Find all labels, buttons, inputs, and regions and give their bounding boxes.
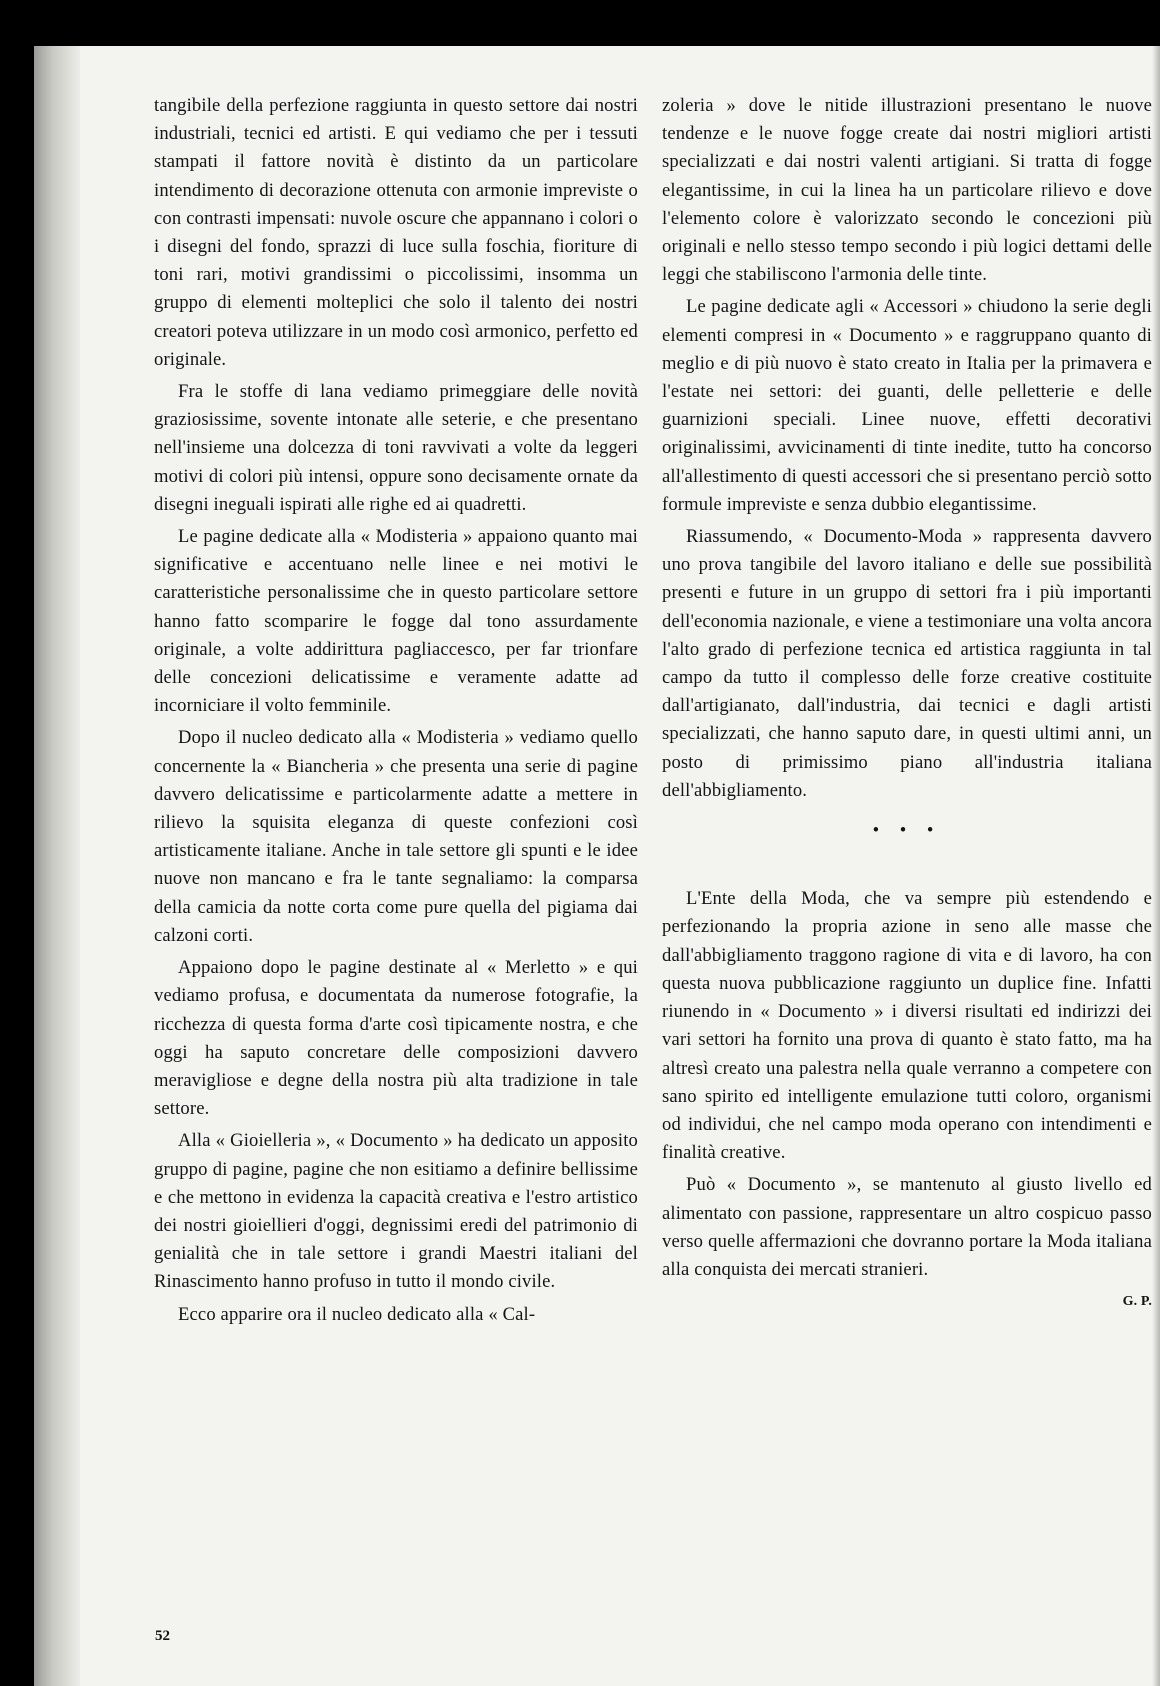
paragraph: tangibile della perfezione raggiunta in questo settore dai nostri industriali, tecnici ed artisti. E qui vediamo che per i tessuti stampati il fattore novità è distinto da un particolare intendimento di decorazione ottenuta con armonie impreviste o con contrasti impensati: nuvole oscure che appannano i colori o i disegni del fondo, sprazzi di luce sulla foschia, fioriture di toni rari, motivi grandissimi o piccolissimi, insomma un gruppo di elementi molteplici che solo il talento dei nostri creatori poteva utilizzare in un modo così armonico, perfetto ed originale.	[154, 95, 638, 370]
paragraph: Fra le stoffe di lana vediamo primeggiare delle novità graziosissime, sovente intonate alle seterie, e che presentano nell'insieme una dolcezza di toni ravvivati a volte da leggeri motivi di colori più intensi, oppure sono decisamente ornate da disegni ineguali ispirati alle righe ed ai quadretti.	[154, 381, 638, 515]
paragraph: Le pagine dedicate agli « Accessori » chiudono la serie degli elementi compresi in « Documento » e raggruppano quanto di meglio e di più nuovo è stato creato in Italia per la primavera e l'estate nei settori: dei guanti, delle pelletterie e delle guarnizioni speciali. Linee nuove, effetti decorativi originalissimi, avvicinamenti di tinte inedite, tutto ha concorso all'allestimento di questi accessori che si presentano perciò sotto formule impreviste e senza dubbio elegantissime.	[662, 296, 1152, 515]
paragraph: Riassumendo, « Documento-Moda » rappresenta davvero uno prova tangibile del lavoro italiano e delle sue possibilità presenti e future in un gruppo di settori fra i più importanti dell'economia nazionale, e viene a testimoniare una volta ancora l'alto grado di perfezione tecnica ed artistica raggiunta in tal campo da tutto il complesso delle forze creative costituite dall'artigianato, dall'industria, dai tecnici e dagli artisti specializzati, che hanno saputo dare, in questi ultimi anni, un posto di primissimo piano all'industria italiana dell'abbigliamento.	[662, 526, 1152, 801]
paragraph: zoleria » dove le nitide illustrazioni presentano le nuove tendenze e le nuove fogge create dai nostri migliori artisti specializzati e dai nostri valenti artigiani. Si tratta di fogge elegantissime, in cui la linea ha un particolare rilievo e dove l'elemento colore è valorizzato secondo le concezioni più originali e nello stesso tempo secondo i più logici dettami delle leggi che stabiliscono l'armonia delle tinte.	[662, 95, 1152, 286]
paragraph: Le pagine dedicate alla « Modisteria » appaiono quanto mai significative e accentuano nelle linee e nei motivi le caratteristiche personalissime che in questo particolare settore hanno fatto scomparire le fogge dal tono assurdamente originale, a volte addirittura pagliaccesco, per far trionfare delle concezioni delicatissime e veramente adatte ad incorniciare il volto femminile.	[154, 526, 638, 717]
paragraph: Alla « Gioielleria », « Documento » ha dedicato un apposito gruppo di pagine, pagine che non esitiamo a definire bellissime e che mettono in evidenza la capacità creativa e l'estro artistico dei nostri gioiellieri d'oggi, degnissimi eredi del patrimonio di genialità che in tale settore i grandi Maestri italiani del Rinascimento hanno profuso in tutto il mondo civile.	[154, 1130, 638, 1293]
page-binding-shadow	[34, 46, 80, 1686]
right-text-column	[662, 92, 1152, 1320]
paragraph: Dopo il nucleo dedicato alla « Modisteria » vediamo quello concernente la « Biancheria » che presenta una serie di pagine davvero delicatissime e particolarmente adatte a mettere in rilievo la squisita eleganza di queste confezioni così artisticamente italiane. Anche in tale settore gli spunti e le idee nuove non mancano e fra le tante segnaliamo: la comparsa della camicia da notte corta come pure quella del pigiama dai calzoni corti.	[154, 727, 638, 946]
paragraph: Ecco apparire ora il nucleo dedicato alla « Cal-	[178, 1303, 536, 1325]
author-signature: G. P.	[1122, 1294, 1152, 1310]
page-number: 52	[155, 1628, 170, 1644]
page-edge-shadow	[1152, 46, 1160, 1686]
paragraph: Appaiono dopo le pagine destinate al « Merletto » e qui vediamo profusa, e documentata da numerose fotografie, la ricchezza di questa forma d'arte così tipicamente nostra, e che oggi ha saputo concretare delle composizioni davvero meravigliose e degne della nostra più alta tradizione in tale settore.	[154, 957, 638, 1120]
left-text-column	[154, 92, 638, 1333]
section-separator: • • •	[872, 820, 942, 842]
paragraph: Può « Documento », se mantenuto al giusto livello ed alimentato con passione, rappresentare un altro cospicuo passo verso quelle affermazioni che dovranno portare la Moda italiana alla conquista dei mercati stranieri.	[662, 1174, 1152, 1280]
paragraph: L'Ente della Moda, che va sempre più estendendo e perfezionando la propria azione in seno alle masse che dall'abbigliamento traggono ragione di vita e di lavoro, ha con questa nuova pubblicazione raggiunto un duplice fine. Infatti riunendo in « Documento » i diversi risultati ed indirizzi dei vari settori ha fornito una prova di quanto è stato fatto, ma ha altresì creato una palestra nella quale verranno a competere con sano spirito ed intelligente emulazione tutti coloro, organismi od individui, che nel campo moda operano con intendimenti e finalità creative.	[662, 888, 1152, 1164]
